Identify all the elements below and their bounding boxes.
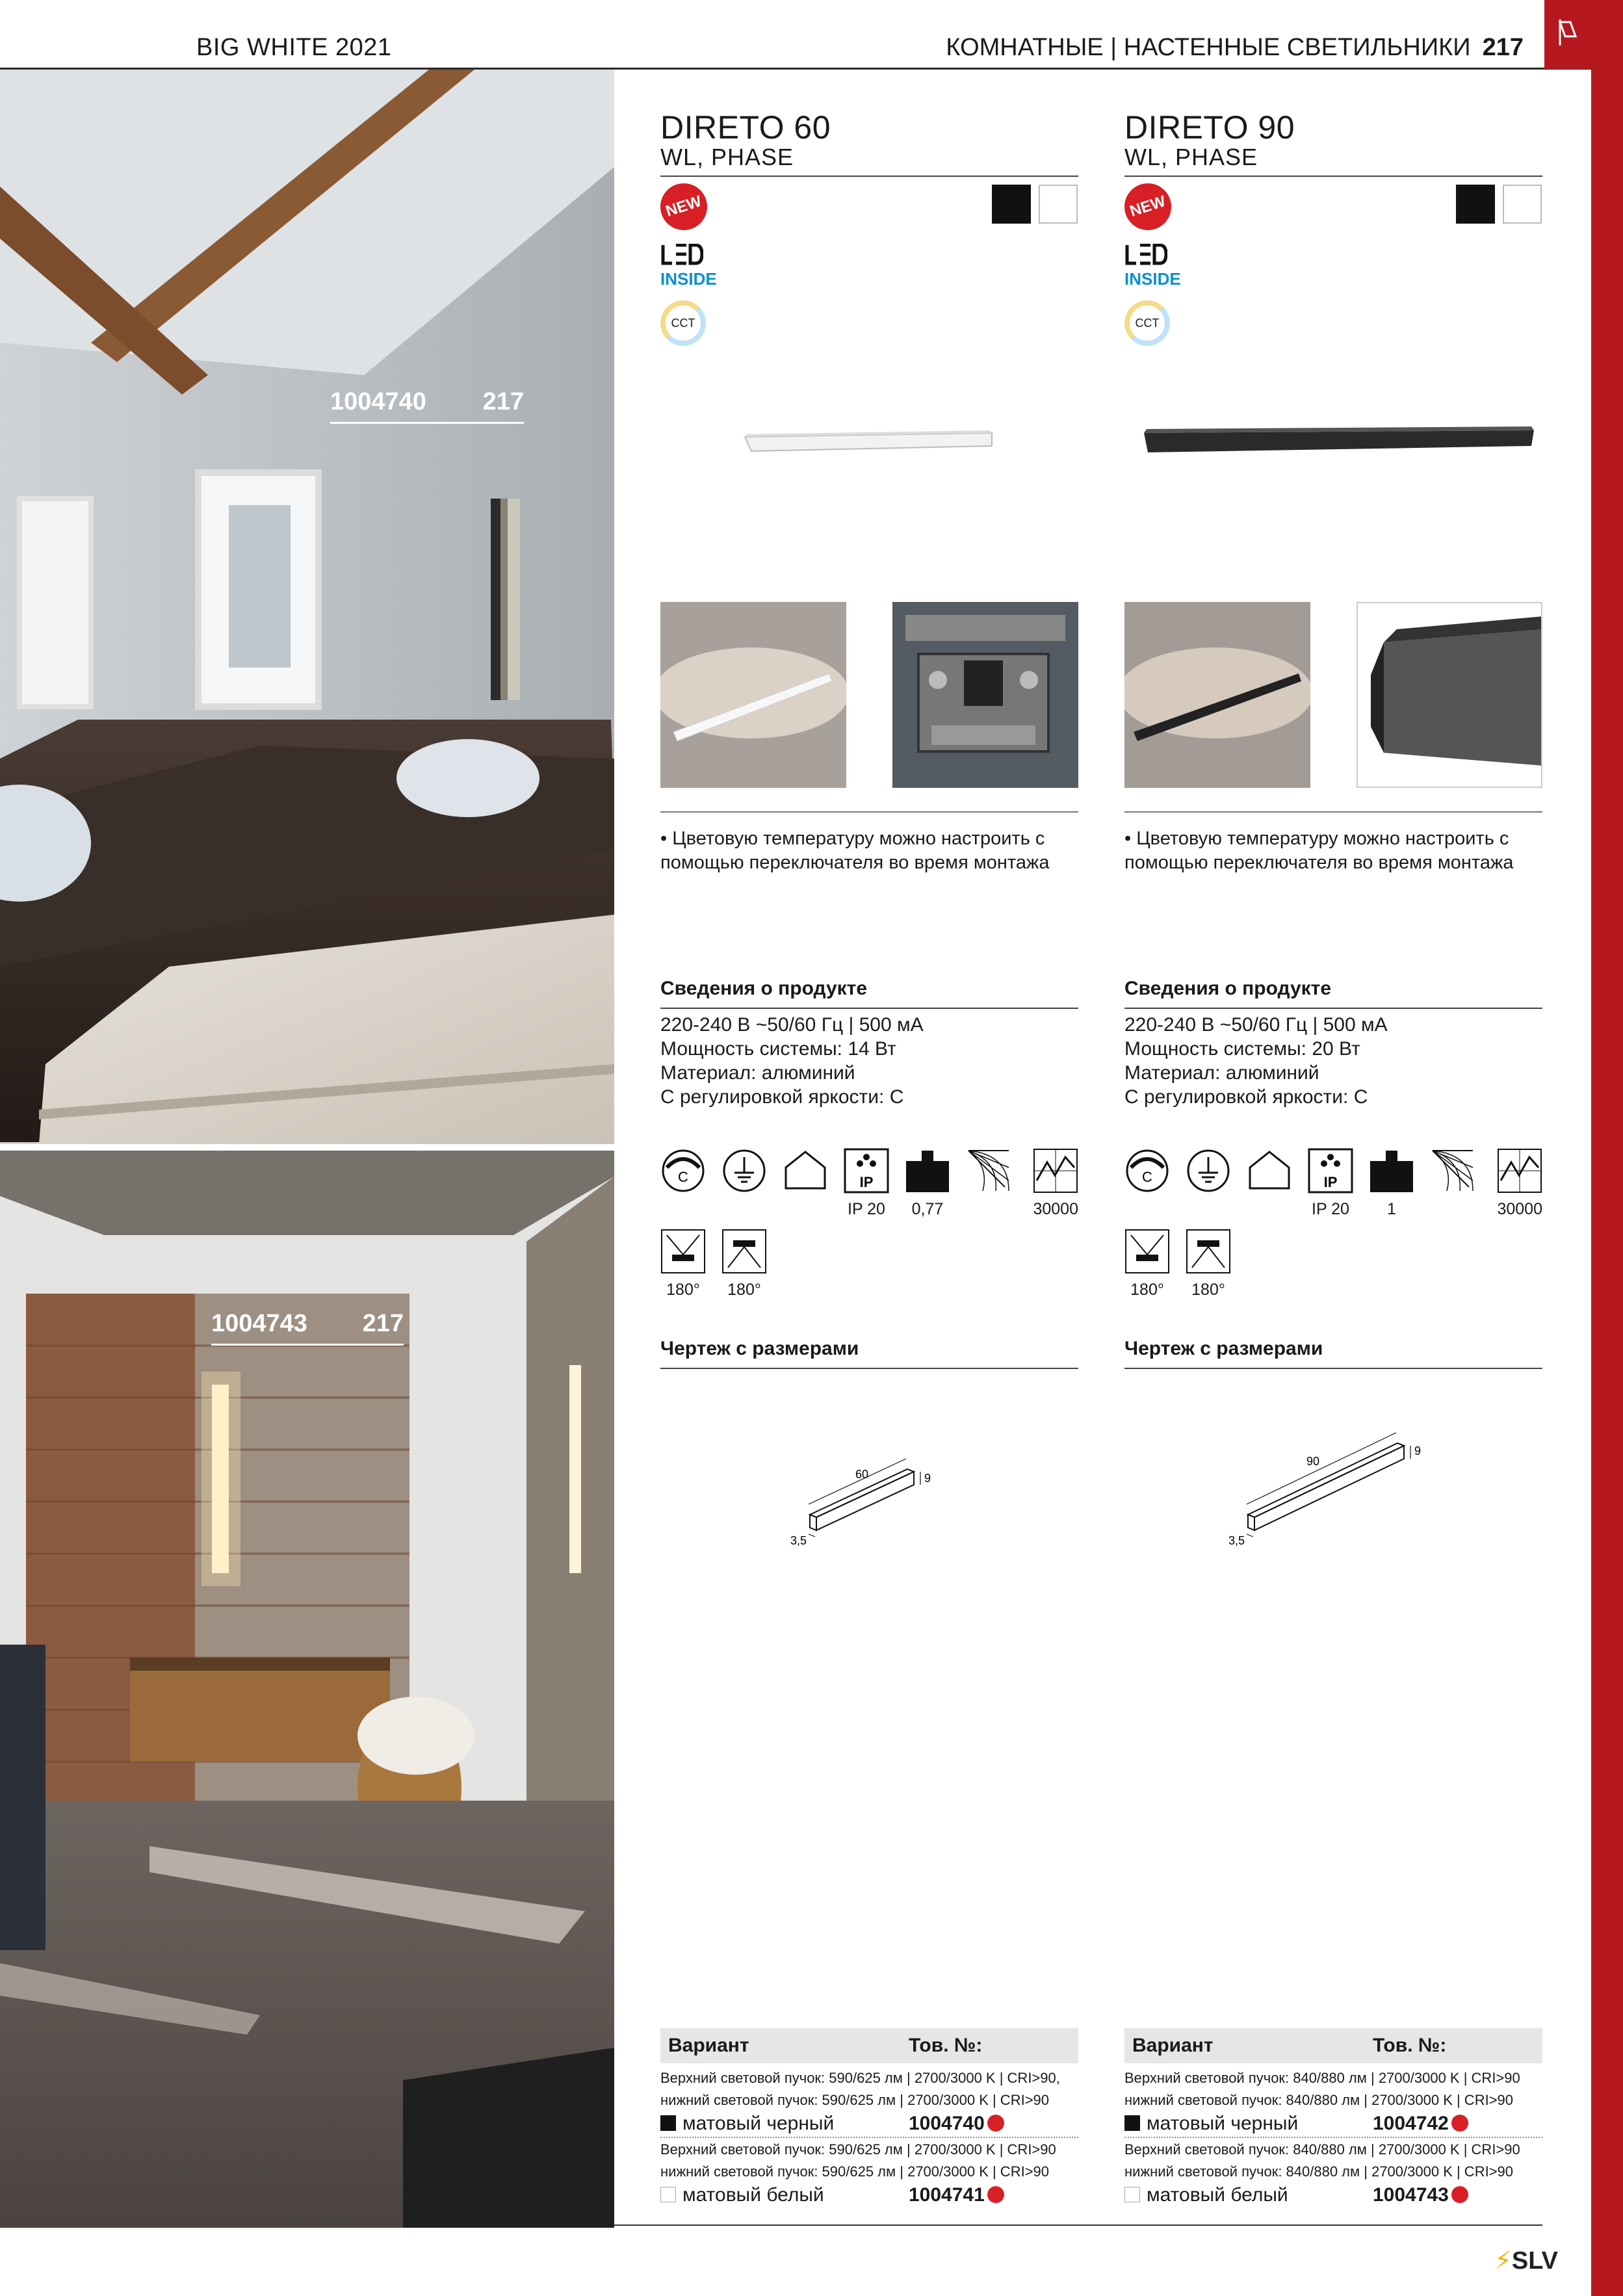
variant-upper-beam: Верхний световой пучок: 590/625 лм | 2700/3000 K | CRI>90 bbox=[660, 2141, 1056, 2158]
black-square-icon bbox=[660, 2115, 676, 2131]
downlight-beam-icon bbox=[721, 1229, 767, 1274]
dim-height: 9 bbox=[1414, 1444, 1422, 1457]
variant-row bbox=[660, 2067, 1078, 2137]
variant-table-header bbox=[1124, 2028, 1542, 2063]
info-rule bbox=[1124, 1008, 1542, 1009]
cct-switch-illustration bbox=[892, 602, 1078, 788]
led-inside-text: INSIDE bbox=[1124, 269, 1181, 289]
beam-value-up: 180° bbox=[1130, 1281, 1164, 1299]
ip-rating-icon bbox=[1308, 1148, 1353, 1194]
variant-header: Вариант bbox=[668, 2035, 749, 2056]
black-swatch bbox=[992, 185, 1031, 224]
beam-value-down: 180° bbox=[727, 1281, 761, 1299]
tech-icons bbox=[660, 1148, 1078, 1226]
section-name: КОМНАТНЫЕ | НАСТЕННЫЕ СВЕТИЛЬНИКИ bbox=[946, 34, 1471, 61]
photo-1-page: 217 bbox=[482, 388, 524, 415]
product-column-direto-60 bbox=[660, 109, 1078, 2206]
variant-article bbox=[909, 2184, 1004, 2206]
lifetime-icon bbox=[1497, 1148, 1542, 1194]
photo-1-label-rule bbox=[330, 422, 524, 424]
variant-color-label: матовый черный bbox=[682, 2113, 835, 2134]
spec-material: Материал: алюминий bbox=[1124, 1062, 1319, 1084]
tech-icons bbox=[1124, 1148, 1542, 1226]
photo-2-label-rule bbox=[211, 1344, 404, 1346]
end-cap-illustration bbox=[1358, 603, 1542, 788]
ip-value: IP 20 bbox=[1312, 1200, 1349, 1218]
indoor-icon bbox=[783, 1148, 828, 1194]
dim-height: 9 bbox=[924, 1472, 931, 1485]
photo-1-article: 1004740 bbox=[330, 388, 426, 415]
product-title: DIRETO 60 bbox=[660, 109, 831, 146]
cct-badge: CCT bbox=[660, 300, 706, 346]
ip-rating-icon bbox=[844, 1148, 889, 1194]
title-rule bbox=[1124, 176, 1542, 177]
living-room-illustration bbox=[0, 70, 614, 1144]
led-inside-text: INSIDE bbox=[660, 269, 717, 289]
page-number: 217 bbox=[1482, 34, 1524, 61]
variant-lower-beam: нижний световой пучок: 840/880 лм | 2700/3000 K | CRI>90 bbox=[1124, 2163, 1514, 2180]
new-mini-icon bbox=[987, 2186, 1004, 2203]
article-header: Тов. №: bbox=[909, 2035, 983, 2056]
ip-letters: IP bbox=[859, 1174, 874, 1190]
product-image-white bbox=[738, 423, 998, 462]
spec-list bbox=[660, 1013, 924, 1109]
detail-photo-mounted bbox=[1124, 602, 1310, 788]
dimmable-icon bbox=[660, 1148, 706, 1194]
room-photo-2 bbox=[0, 1151, 614, 2228]
spec-voltage: 220-240 В ~50/60 Гц | 500 мА bbox=[1124, 1014, 1388, 1036]
variant-lower-beam: нижний световой пучок: 590/625 лм | 2700/3000 K | CRI>90 bbox=[660, 2163, 1050, 2180]
room-photo-1 bbox=[0, 70, 614, 1144]
variant-article-number: 1004742 bbox=[1373, 2113, 1449, 2134]
variant-row bbox=[1124, 2139, 1542, 2209]
bullet-rule bbox=[1124, 811, 1542, 813]
weight-value: 0,77 bbox=[911, 1200, 944, 1218]
variant-color-label: матовый черный bbox=[1147, 2113, 1299, 2134]
variant-color-line bbox=[1124, 2111, 1542, 2137]
product-info-heading: Сведения о продукте bbox=[1124, 978, 1332, 999]
weight-icon bbox=[1369, 1148, 1414, 1194]
variant-color bbox=[1124, 2113, 1298, 2135]
beam-angle-icon bbox=[966, 1148, 1011, 1194]
lifetime-icon bbox=[1033, 1148, 1078, 1194]
wall-lamp-icon bbox=[1557, 17, 1578, 48]
led-icon bbox=[1124, 244, 1167, 266]
led-inside-logo bbox=[660, 244, 717, 289]
white-swatch bbox=[1039, 185, 1078, 224]
ground-class-icon bbox=[721, 1148, 767, 1194]
dim-length: 60 bbox=[855, 1468, 869, 1481]
product-title: DIRETO 90 bbox=[1124, 109, 1295, 146]
variant-color bbox=[660, 2184, 824, 2206]
drawing-rule bbox=[660, 1368, 1078, 1369]
variant-lower-beam: нижний световой пучок: 590/625 лм | 2700/3000 K | CRI>90 bbox=[660, 2092, 1050, 2108]
variant-article-number: 1004743 bbox=[1373, 2184, 1449, 2206]
photo-2-label bbox=[211, 1310, 404, 1338]
variant-color-label: матовый белый bbox=[682, 2184, 824, 2206]
variant-row bbox=[660, 2139, 1078, 2209]
beam-icons bbox=[1124, 1229, 1319, 1307]
dim-length: 90 bbox=[1306, 1455, 1320, 1468]
product-subtitle: WL, PHASE bbox=[1124, 144, 1258, 170]
dimension-drawing bbox=[790, 1437, 959, 1547]
info-rule bbox=[660, 1008, 1078, 1009]
article-header: Тов. №: bbox=[1373, 2035, 1447, 2056]
product-info-heading: Сведения о продукте bbox=[660, 978, 868, 999]
uplight-beam-icon bbox=[1124, 1229, 1170, 1274]
new-badge: NEW bbox=[655, 177, 714, 237]
spec-voltage: 220-240 В ~50/60 Гц | 500 мА bbox=[660, 1014, 924, 1036]
photo-2-article: 1004743 bbox=[211, 1310, 307, 1337]
beam-value-up: 180° bbox=[666, 1281, 700, 1299]
bullet-rule bbox=[660, 811, 1078, 813]
variant-article bbox=[1373, 2113, 1468, 2135]
title-rule bbox=[660, 176, 1078, 177]
detail-photo-switch bbox=[892, 602, 1078, 788]
dim-depth: 3,5 bbox=[790, 1534, 807, 1547]
new-mini-icon bbox=[1451, 2115, 1468, 2132]
spec-dimming: С регулировкой яркости: С bbox=[660, 1086, 904, 1108]
indoor-icon bbox=[1247, 1148, 1292, 1194]
slv-spark-icon: ⚡ bbox=[1494, 2247, 1512, 2275]
led-inside-logo bbox=[1124, 244, 1181, 289]
new-badge: NEW bbox=[1119, 177, 1178, 237]
product-column-direto-90 bbox=[1124, 109, 1542, 2206]
variant-article bbox=[1373, 2184, 1468, 2206]
variant-divider bbox=[660, 2137, 1078, 2138]
black-square-icon bbox=[1124, 2115, 1140, 2131]
detail-photo-end-cap bbox=[1357, 602, 1542, 788]
spec-dimming: С регулировкой яркости: С bbox=[1124, 1086, 1368, 1108]
variant-article-number: 1004740 bbox=[909, 2113, 985, 2134]
new-mini-icon bbox=[1451, 2186, 1468, 2203]
variant-header: Вариант bbox=[1132, 2035, 1214, 2056]
white-square-icon bbox=[660, 2187, 676, 2202]
ip-value: IP 20 bbox=[848, 1200, 885, 1218]
variant-color-label: матовый белый bbox=[1147, 2184, 1288, 2206]
slv-logo-text: SLV bbox=[1511, 2247, 1558, 2275]
drawing-heading: Чертеж с размерами bbox=[660, 1338, 859, 1359]
weight-icon bbox=[905, 1148, 950, 1194]
black-swatch bbox=[1456, 185, 1495, 224]
variant-row bbox=[1124, 2067, 1542, 2137]
ip-letters: IP bbox=[1323, 1174, 1338, 1190]
variant-color-line bbox=[1124, 2183, 1542, 2209]
feature-bullet: • Цветовую температуру можно настроить с помощью переключателя во время монтажа bbox=[660, 828, 1050, 873]
lifetime-value: 30000 bbox=[1033, 1200, 1078, 1218]
beam-icons bbox=[660, 1229, 855, 1307]
beam-value-down: 180° bbox=[1191, 1281, 1225, 1299]
photo-1-label bbox=[330, 388, 524, 416]
feature-bullet: • Цветовую температуру можно настроить с помощью переключателя во время монтажа bbox=[1124, 828, 1514, 873]
wall-glow-illustration bbox=[1124, 602, 1310, 788]
cct-badge: CCT bbox=[1124, 300, 1170, 346]
beam-angle-icon bbox=[1430, 1148, 1475, 1194]
spec-power: Мощность системы: 14 Вт bbox=[660, 1038, 896, 1060]
variant-color-line bbox=[660, 2183, 1078, 2209]
variant-article bbox=[909, 2113, 1004, 2135]
variant-upper-beam: Верхний световой пучок: 590/625 лм | 2700/3000 K | CRI>90, bbox=[660, 2070, 1060, 2086]
uplight-beam-icon bbox=[660, 1229, 706, 1274]
dimmable-icon bbox=[1124, 1148, 1170, 1194]
catalog-name: BIG WHITE 2021 bbox=[196, 34, 392, 61]
dimmable-letter: C bbox=[1142, 1169, 1152, 1185]
downlight-beam-icon bbox=[1186, 1229, 1231, 1274]
product-image-black bbox=[1137, 419, 1540, 464]
weight-value: 1 bbox=[1387, 1200, 1396, 1218]
footer-rule bbox=[614, 2224, 1542, 2226]
spec-power: Мощность системы: 20 Вт bbox=[1124, 1038, 1360, 1060]
variant-color bbox=[660, 2113, 834, 2135]
variant-divider bbox=[1124, 2137, 1542, 2138]
variant-color-line bbox=[660, 2111, 1078, 2137]
section-title bbox=[946, 34, 1524, 62]
variant-article-number: 1004741 bbox=[909, 2184, 985, 2206]
drawing-heading: Чертеж с размерами bbox=[1124, 1338, 1323, 1359]
product-subtitle: WL, PHASE bbox=[660, 144, 794, 170]
dimension-drawing bbox=[1228, 1417, 1449, 1547]
led-icon bbox=[660, 244, 703, 266]
spec-material: Материал: алюминий bbox=[660, 1062, 855, 1084]
wall-glow-illustration bbox=[660, 602, 846, 788]
variant-upper-beam: Верхний световой пучок: 840/880 лм | 2700/3000 K | CRI>90 bbox=[1124, 2141, 1520, 2158]
white-square-icon bbox=[1124, 2187, 1140, 2202]
dimmable-letter: C bbox=[678, 1169, 688, 1185]
drawing-rule bbox=[1124, 1368, 1542, 1369]
variant-lower-beam: нижний световой пучок: 840/880 лм | 2700/3000 K | CRI>90 bbox=[1124, 2092, 1514, 2108]
spec-list bbox=[1124, 1013, 1388, 1109]
dim-depth: 3,5 bbox=[1228, 1534, 1245, 1547]
lifetime-value: 30000 bbox=[1497, 1200, 1542, 1218]
white-swatch bbox=[1503, 185, 1542, 224]
ground-class-icon bbox=[1186, 1148, 1231, 1194]
slv-logo bbox=[1494, 2246, 1558, 2275]
photo-2-page: 217 bbox=[362, 1310, 404, 1337]
new-mini-icon bbox=[987, 2115, 1004, 2132]
red-side-bar bbox=[1591, 0, 1623, 2296]
detail-photo-mounted bbox=[660, 602, 846, 788]
variant-table-header bbox=[660, 2028, 1078, 2063]
variant-color bbox=[1124, 2184, 1288, 2206]
variant-upper-beam: Верхний световой пучок: 840/880 лм | 2700/3000 K | CRI>90 bbox=[1124, 2070, 1520, 2086]
